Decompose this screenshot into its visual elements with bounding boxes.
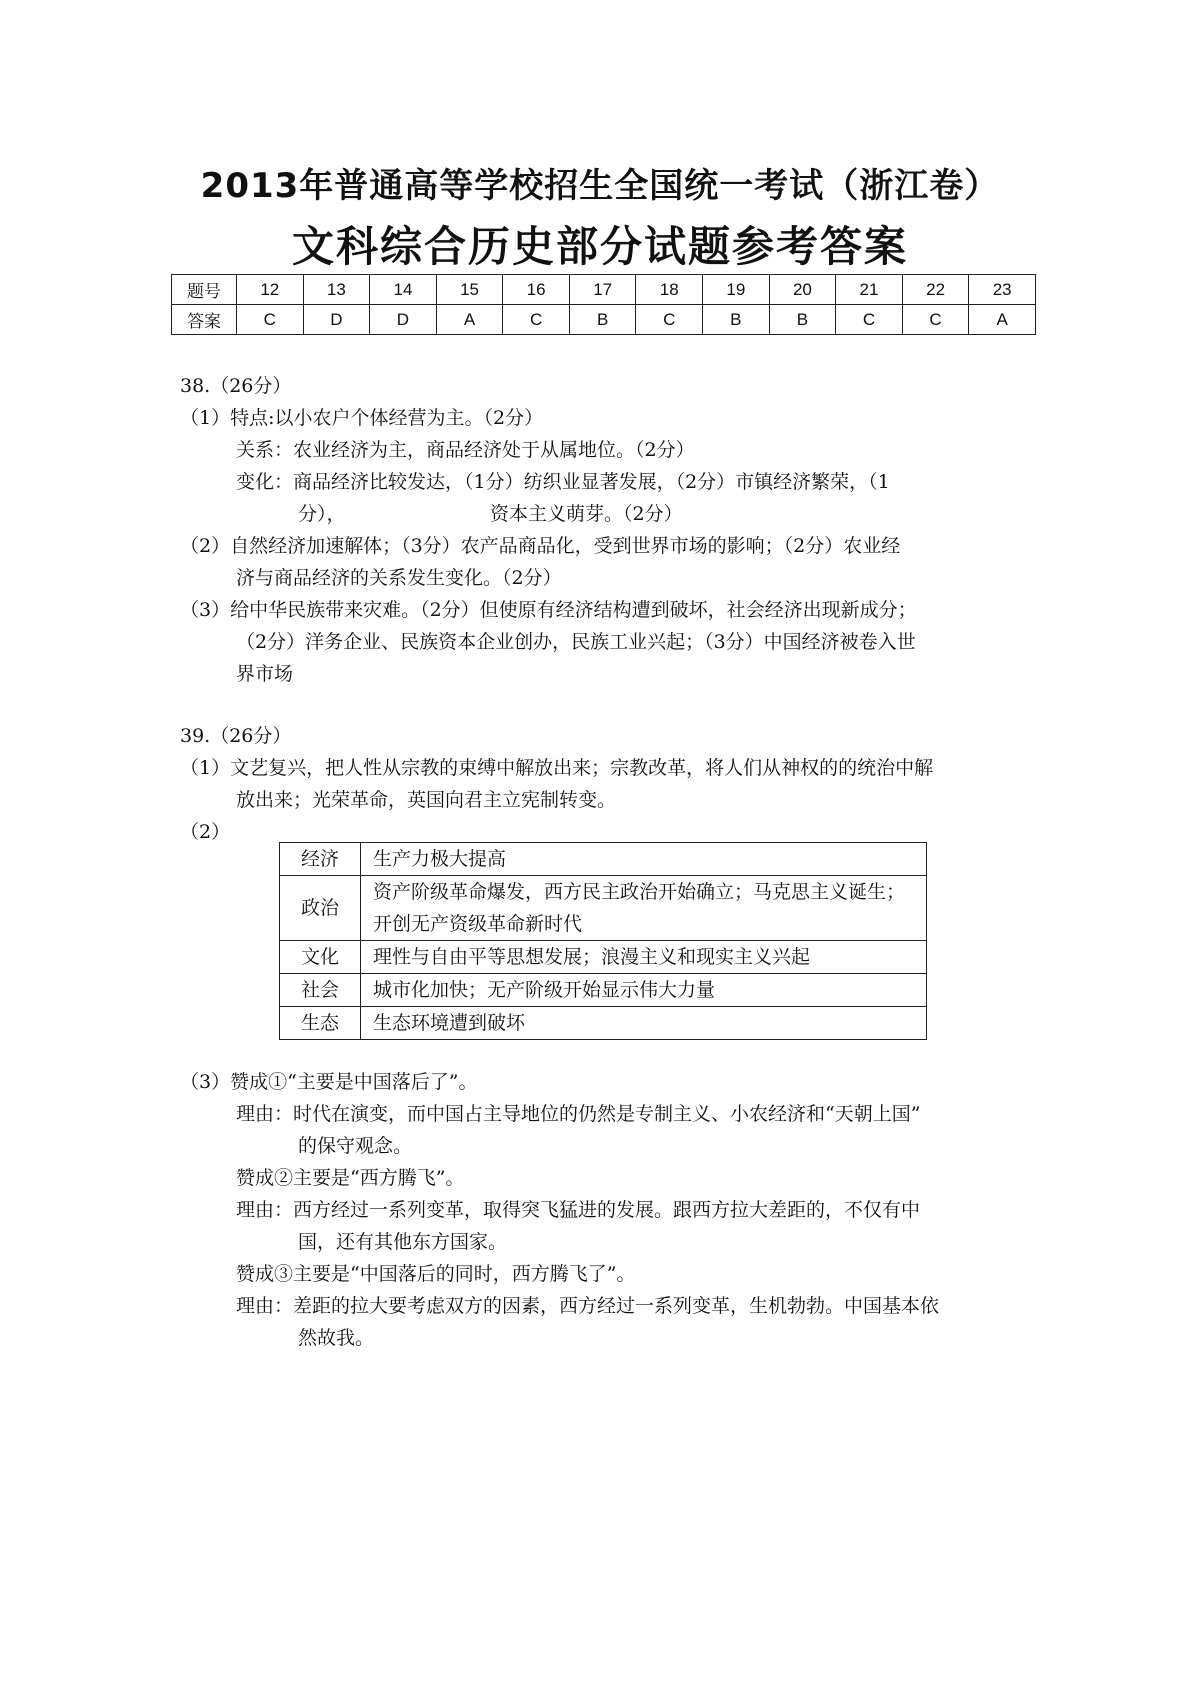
answer-cell: A (969, 305, 1036, 335)
category-cell: 政治 (280, 876, 361, 941)
answer-cell: D (370, 305, 437, 335)
q39-part3-line: 赞成③主要是“中国落后的同时，西方腾飞了”。 (236, 1263, 636, 1285)
q39-part3-line: 理由：差距的拉大要考虑双方的因素，西方经过一系列变革，生机勃勃。中国基本依 (236, 1295, 940, 1317)
category-cell: 社会 (280, 974, 361, 1007)
q39-part3-line: 赞成②主要是“西方腾飞”。 (236, 1167, 465, 1189)
question-number-cell: 14 (370, 275, 437, 305)
table-row (280, 876, 927, 941)
q39-part3-line: 的保守观念。 (298, 1135, 413, 1157)
q38-part3-line: 界市场 (236, 663, 294, 685)
q39-part3-line: 理由：时代在演变，而中国占主导地位的仍然是专制主义、小农经济和“天朝上国” (236, 1103, 921, 1125)
q39-part3-line: 国，还有其他东方国家。 (298, 1231, 508, 1253)
q39-part3-line: 理由：西方经过一系列变革，取得突飞猛进的发展。跟西方拉大差距的，不仅有中 (236, 1199, 921, 1221)
answer-row (172, 305, 1036, 335)
answer-cell: C (902, 305, 969, 335)
q38-heading: 38.（26分） (180, 375, 292, 397)
question-number-cell: 23 (969, 275, 1036, 305)
q38-part1-line: 分）， (298, 503, 346, 525)
title-line-2: 文科综合历史部分试题参考答案 (291, 222, 908, 271)
answer-cell: C (237, 305, 304, 335)
answer-cell: A (436, 305, 503, 335)
question-number-cell: 16 (503, 275, 570, 305)
q38-part1-line: （1）特点:以小农户个体经营为主。（2分） (180, 407, 544, 429)
answer-cell: C (503, 305, 570, 335)
answer-cell: B (703, 305, 770, 335)
question-number-cell: 13 (303, 275, 370, 305)
q38-part1-line: 变化：商品经济比较发达，（1分）纺织业显著发展，（2分）市镇经济繁荣，（1 (236, 471, 890, 493)
question-number-cell: 19 (703, 275, 770, 305)
q39-part1-line: （1）文艺复兴，把人性从宗教的束缚中解放出来；宗教改革，将人们从神权的的统治中解 (180, 757, 934, 779)
category-cell: 经济 (280, 843, 361, 876)
question-number-cell: 22 (902, 275, 969, 305)
answer-cell: C (636, 305, 703, 335)
q38-part1-line: 关系：农业经济为主，商品经济处于从属地位。（2分） (236, 439, 695, 461)
q39-summary-table (279, 842, 927, 1040)
q39-part1-line: 放出来；光荣革命，英国向君主立宪制转变。 (236, 789, 617, 811)
table-row (280, 941, 927, 974)
answer-cell: B (569, 305, 636, 335)
table-row (280, 843, 927, 876)
question-number-cell: 21 (836, 275, 903, 305)
answer-cell: D (303, 305, 370, 335)
question-number-cell: 12 (237, 275, 304, 305)
row-label-answer: 答案 (172, 305, 237, 335)
q39-part2-label: （2） (180, 821, 231, 843)
q38-part3-line: （2分）洋务企业、民族资本企业创办，民族工业兴起；（3分）中国经济被卷入世 (236, 631, 916, 653)
q38-part2-line: 济与商品经济的关系发生变化。（2分） (236, 567, 562, 589)
q39-part3-line: （3）赞成①“主要是中国落后了”。 (180, 1071, 478, 1093)
content-cell: 理性与自由平等思想发展；浪漫主义和现实主义兴起 (361, 941, 927, 974)
content-cell: 生产力极大提高 (361, 843, 927, 876)
question-number-cell: 18 (636, 275, 703, 305)
answer-cell: C (836, 305, 903, 335)
q39-heading: 39.（26分） (180, 725, 292, 747)
answer-key-table (171, 274, 1036, 335)
question-number-cell: 20 (769, 275, 836, 305)
answer-cell: B (769, 305, 836, 335)
question-number-cell: 17 (569, 275, 636, 305)
question-number-row (172, 275, 1036, 305)
q38-part1-line: 资本主义萌芽。（2分） (490, 503, 683, 525)
content-cell: 城市化加快；无产阶级开始显示伟大力量 (361, 974, 927, 1007)
content-cell: 生态环境遭到破坏 (361, 1007, 927, 1040)
q38-part3-line: （3）给中华民族带来灾难。（2分）但使原有经济结构遭到破坏，社会经济出现新成分； (180, 599, 917, 621)
title-line-1: 2013年普通高等学校招生全国统一考试（浙江卷） (200, 166, 1000, 206)
category-cell: 生态 (280, 1007, 361, 1040)
question-number-cell: 15 (436, 275, 503, 305)
table-row (280, 974, 927, 1007)
table-row (280, 1007, 927, 1040)
content-cell: 资产阶级革命爆发，西方民主政治开始确立；马克思主义诞生；开创无产资级革命新时代 (361, 876, 927, 941)
q38-part2-line: （2）自然经济加速解体；（3分）农产品商品化，受到世界市场的影响；（2分）农业经 (180, 535, 901, 557)
category-cell: 文化 (280, 941, 361, 974)
q39-part3-line: 然故我。 (298, 1327, 375, 1349)
row-label-question-number: 题号 (172, 275, 237, 305)
